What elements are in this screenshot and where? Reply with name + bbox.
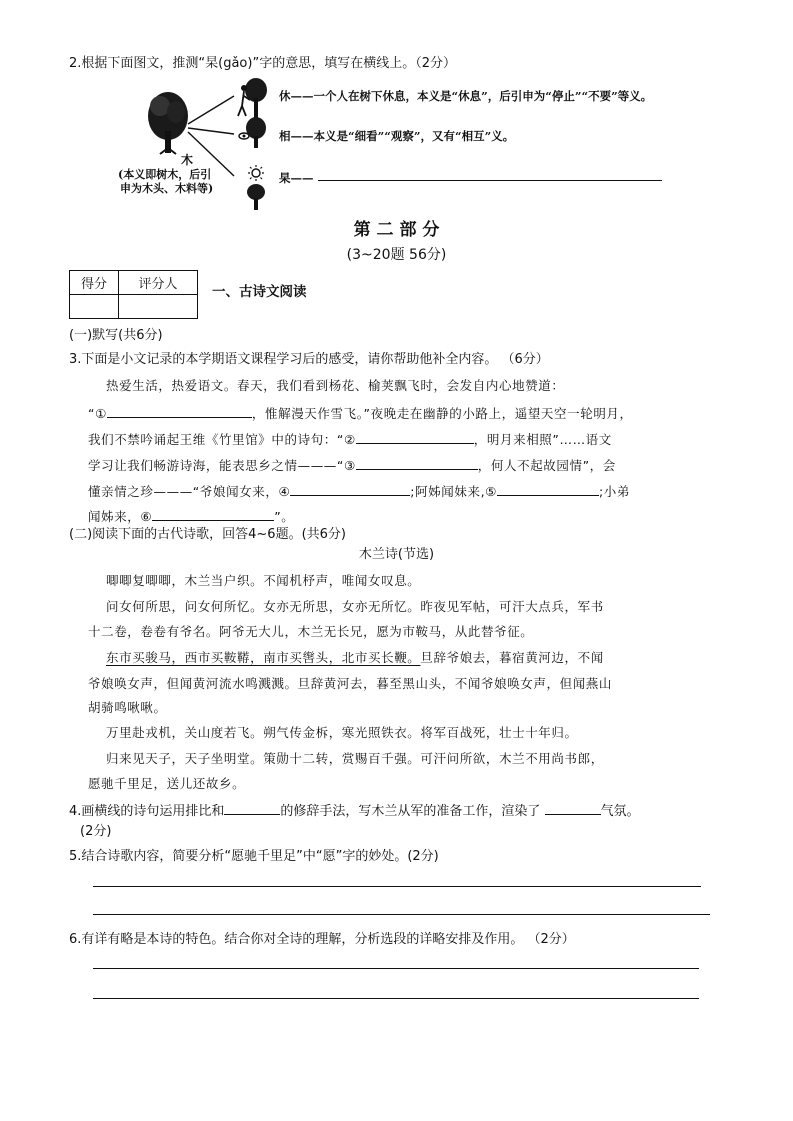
blank-3[interactable] bbox=[356, 456, 478, 470]
row-gao: 杲—— bbox=[279, 171, 314, 185]
q3-line-4 bbox=[88, 456, 616, 474]
score-table bbox=[69, 270, 198, 319]
q4-start: 4.画横线的诗句运用排比和 bbox=[69, 804, 225, 819]
poem-p3a-rest: 旦辞爷娘去，暮宿黄河边，不闻 bbox=[420, 650, 604, 665]
row-xiu: 休——一个人在树下休息，本义是“休息”，后引申为“停止”“不要”等义。 bbox=[279, 89, 653, 103]
section-title: 一、古诗文阅读 bbox=[212, 284, 307, 300]
q3-prompt: 3.下面是小文记录的本学期语文课程学习后的感受，请你帮助他补全内容。 （6分） bbox=[69, 352, 549, 367]
poem-p1: 唧唧复唧唧，木兰当户织。不闻机杼声，唯闻女叹息。 bbox=[106, 573, 421, 588]
q4-mid: 的修辞手法，写木兰从军的准备工作，渲染了 bbox=[280, 804, 541, 819]
q3-l6-end: ”。 bbox=[274, 509, 295, 524]
q3-line-5 bbox=[88, 482, 630, 500]
q5-prompt: 5.结合诗歌内容，简要分析“愿驰千里足”中“愿”字的妙处。(2分) bbox=[69, 849, 439, 864]
grader-cell[interactable] bbox=[119, 295, 198, 319]
blank-1[interactable] bbox=[107, 404, 252, 418]
gao-answer-line[interactable] bbox=[318, 180, 662, 181]
poem-p5b: 愿驰千里足，送儿还故乡。 bbox=[88, 776, 246, 791]
poem-p2a: 问女何所思，问女何所忆。女亦无所思，女亦无所忆。昨夜见军帖，可汗大点兵，军书 bbox=[106, 599, 604, 614]
part-subtitle: (3~20题 56分) bbox=[346, 247, 447, 263]
q3-l3-end: ，明月来相照”……语文 bbox=[473, 432, 612, 447]
q3-l4-end: ，何人不起故园情”，会 bbox=[477, 458, 616, 473]
score-cell[interactable] bbox=[70, 295, 119, 319]
blank-4[interactable] bbox=[290, 482, 410, 496]
poem-p3c: 胡骑鸣啾啾。 bbox=[88, 700, 167, 715]
row-xiang: 相——本义是“细看”“观察”，又有“相互”义。 bbox=[279, 129, 515, 143]
q6-answer-line-2[interactable] bbox=[93, 998, 699, 999]
poem-p2b: 十二卷，卷卷有爷名。阿爷无大儿，木兰无长兄，愿为市鞍马，从此替爷征。 bbox=[88, 624, 534, 639]
q6-prompt: 6.有详有略是本诗的特色。结合你对全诗的理解，分析选段的详略安排及作用。 （2分） bbox=[69, 932, 575, 947]
tree-icon bbox=[148, 92, 188, 154]
q3-l3-start: 我们不禁吟诵起王维《竹里馆》中的诗句：“② bbox=[88, 432, 356, 447]
blank-5[interactable] bbox=[497, 482, 599, 496]
q5-answer-line-2[interactable] bbox=[93, 914, 710, 915]
person-under-tree-icon bbox=[238, 78, 267, 120]
q4-blank-2[interactable] bbox=[545, 801, 601, 815]
q3-l5-start: 懂亲情之珍———“爷娘闻女来，④ bbox=[88, 484, 291, 499]
q4-blank-1[interactable] bbox=[224, 801, 280, 815]
poem-p5a: 归来见天子，天子坐明堂。策勋十二转，赏赐百千强。可汗问所欲，木兰不用尚书郎， bbox=[106, 751, 604, 766]
poem-p3b: 爷娘唤女声，但闻黄河流水鸣溅溅。旦辞黄河去，暮至黑山头，不闻爷娘唤女声，但闻燕山 bbox=[88, 676, 613, 691]
sun-above-tree-icon bbox=[247, 165, 265, 210]
q3-line-6 bbox=[88, 507, 294, 525]
grader-header: 评分人 bbox=[119, 271, 198, 295]
q3-line-1: 热爱生活，热爱语文。春天，我们看到杨花、榆荚飘飞时，会发自内心地赞道： bbox=[106, 378, 565, 393]
character-evolution-illustration bbox=[120, 76, 280, 216]
q4 bbox=[69, 801, 640, 820]
q3-l2-start: “① bbox=[88, 406, 107, 421]
poem-p4: 万里赴戎机，关山度若飞。朔气传金柝，寒光照铁衣。将军百战死，壮士十年归。 bbox=[106, 725, 578, 740]
score-header: 得分 bbox=[70, 271, 119, 295]
poem-p3a bbox=[106, 650, 604, 666]
q3-l2-end: ，惟解漫天作雪飞。”夜晚走在幽静的小路上，遥望天空一轮明月， bbox=[251, 406, 633, 421]
q3-l5-end: ;小弟 bbox=[599, 484, 631, 499]
part-title: 第 二 部 分 bbox=[353, 220, 440, 240]
subsection-1: (一)默写(共6分) bbox=[69, 328, 163, 343]
poem-title: 木兰诗(节选) bbox=[358, 547, 435, 562]
q3-l4-start: 学习让我们畅游诗海，能表思乡之情———“③ bbox=[88, 458, 356, 473]
q3-l6-start: 闻姊来，⑥ bbox=[88, 509, 153, 524]
q4-end: 气氛。 bbox=[600, 804, 640, 819]
q4-score: (2分) bbox=[80, 824, 112, 839]
q6-answer-line-1[interactable] bbox=[93, 968, 699, 969]
q2-prompt: 2.根据下面图文，推测“杲(gǎo)”字的意思，填写在横线上。（2分） bbox=[69, 56, 456, 71]
subsection-2: (二)阅读下面的古代诗歌，回答4~6题。(共6分) bbox=[69, 527, 346, 542]
tree-note-1: (本义即树木，后引 bbox=[118, 168, 212, 181]
underlined-lines: 东市买骏马，西市买鞍鞯，南市买辔头，北市买长鞭。 bbox=[106, 650, 421, 665]
blank-2[interactable] bbox=[356, 430, 474, 444]
tree-with-eye-icon bbox=[239, 117, 266, 148]
tree-char: 木 bbox=[181, 153, 194, 167]
q5-answer-line-1[interactable] bbox=[93, 886, 701, 887]
tree-note-2: 申为木头、木料等) bbox=[120, 182, 214, 195]
q3-line-3 bbox=[88, 430, 612, 448]
q3-line-2 bbox=[88, 404, 633, 422]
q3-l5-mid: ;阿姊闻妹来,⑤ bbox=[410, 484, 497, 499]
blank-6[interactable] bbox=[152, 507, 274, 521]
